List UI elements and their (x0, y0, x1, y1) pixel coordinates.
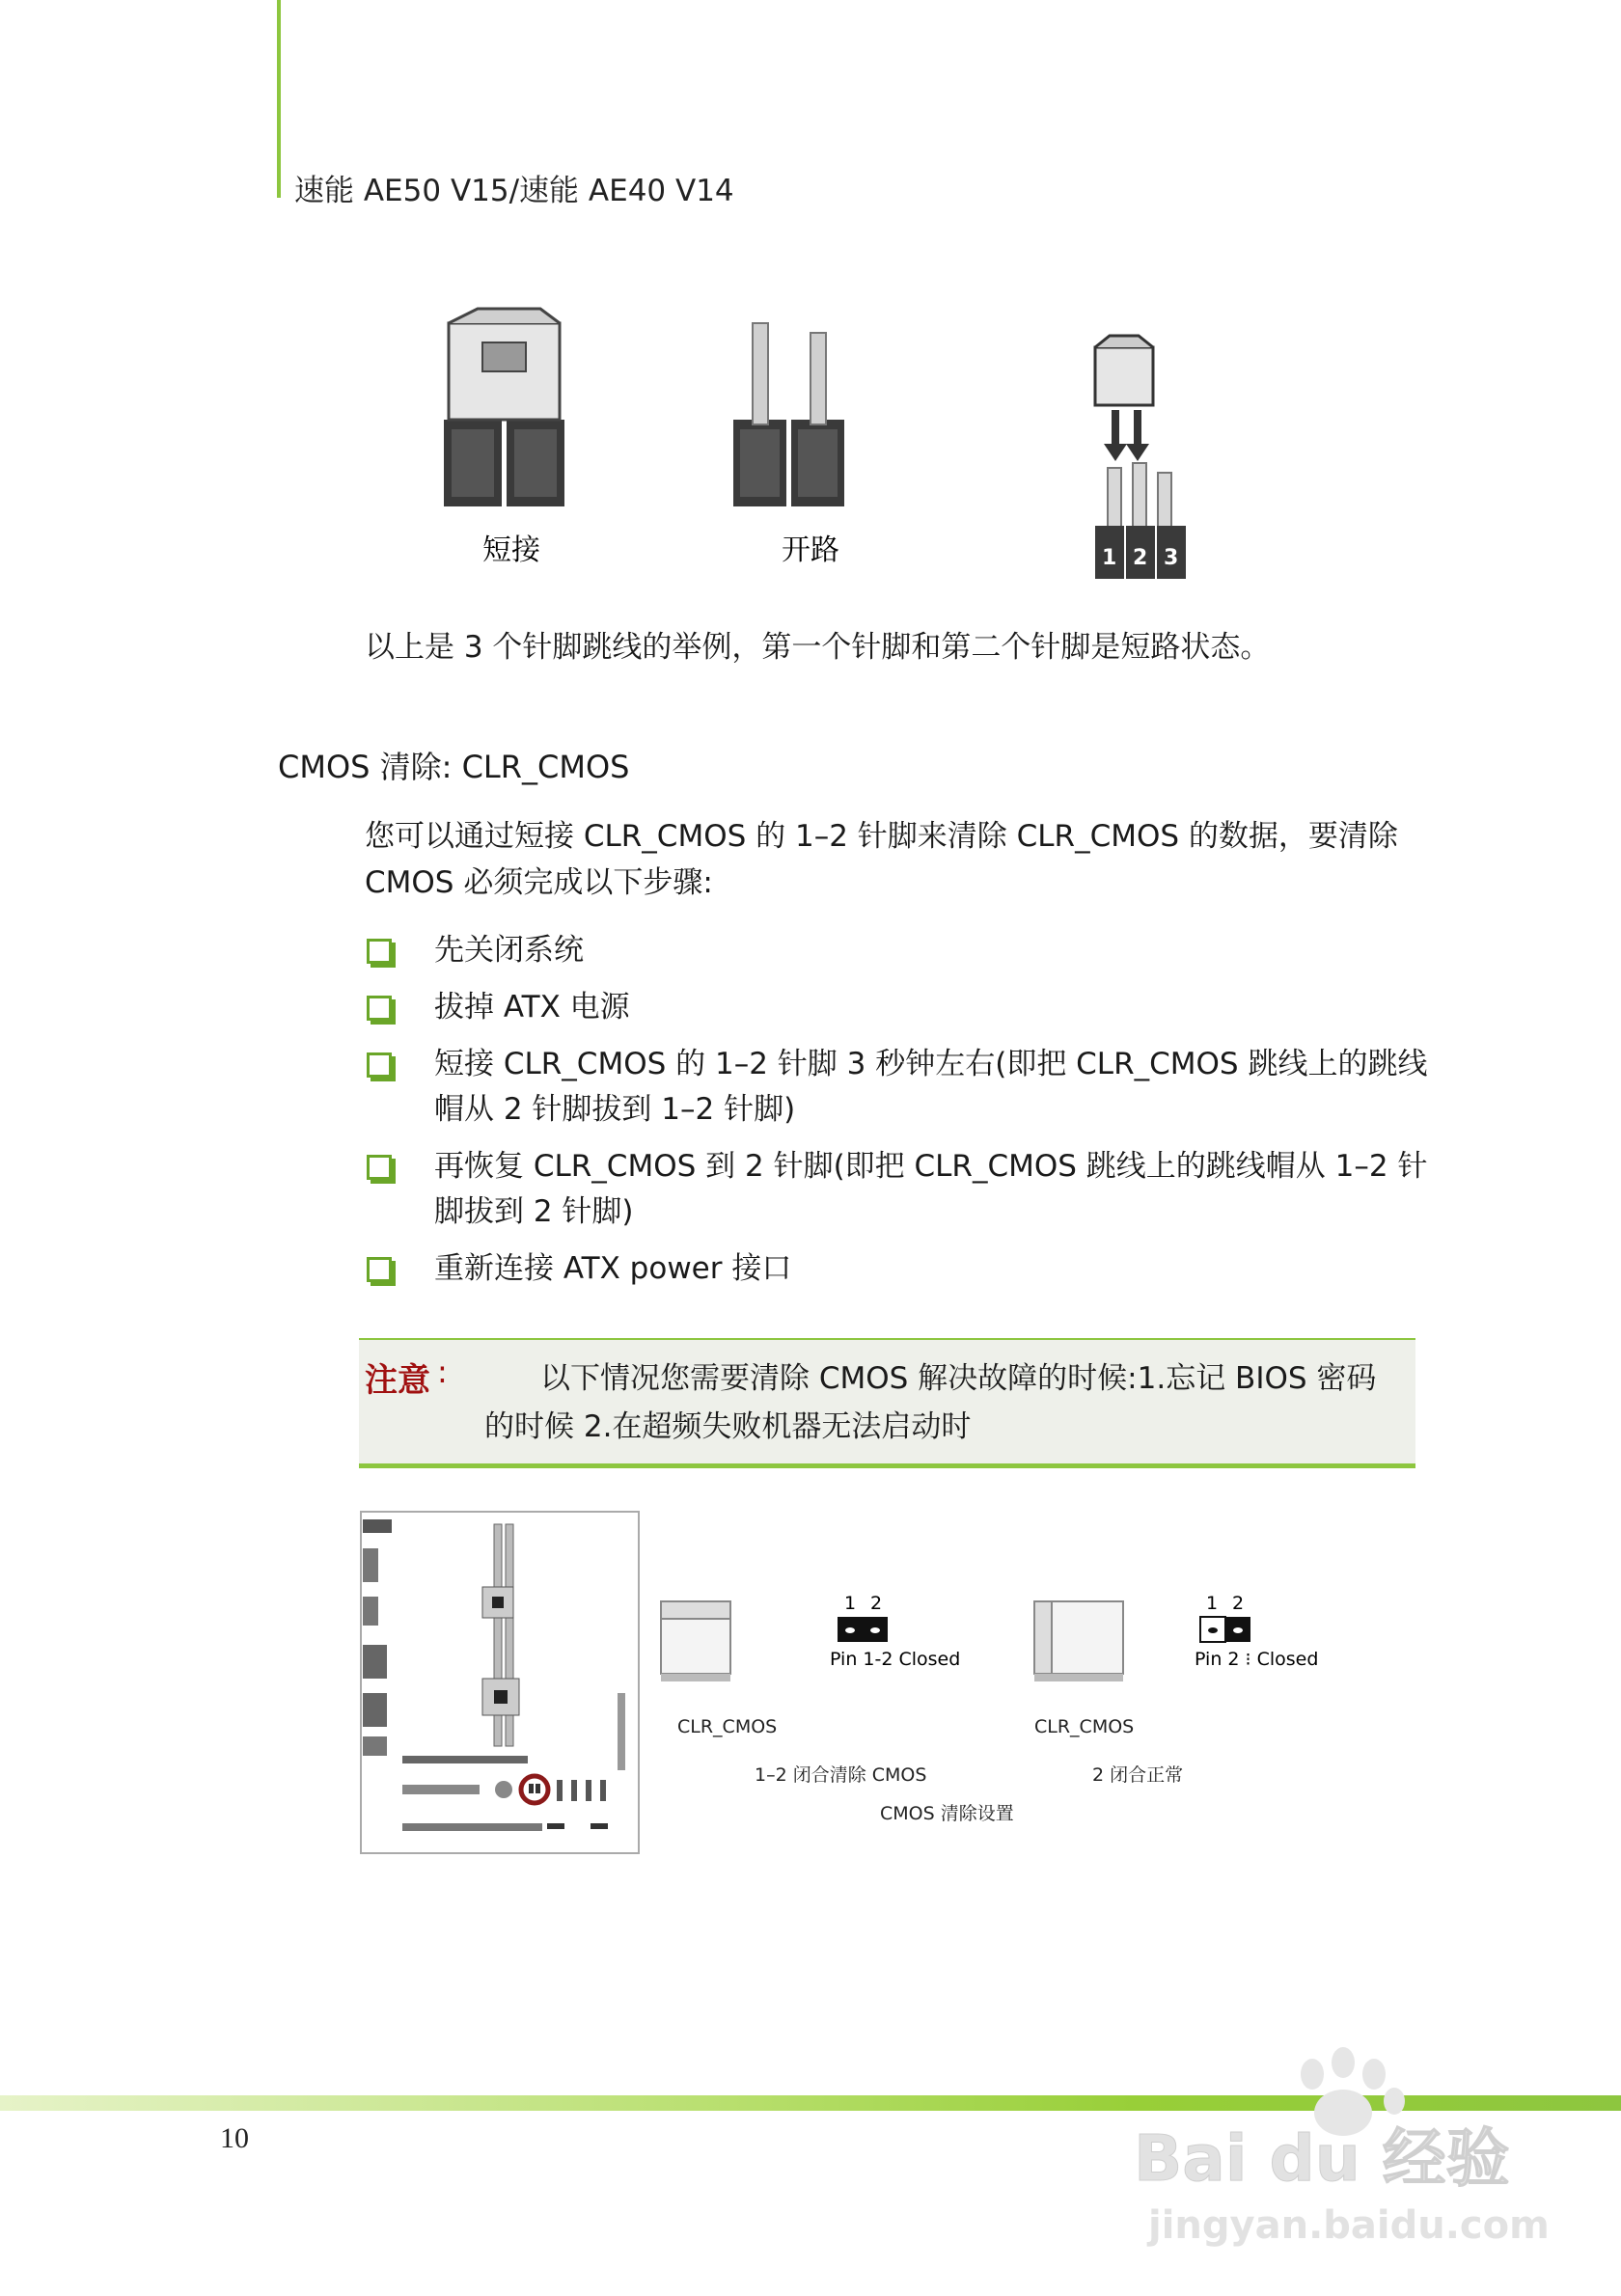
checkbox-icon (367, 939, 392, 964)
watermark-brand: Bai du 经验 (1134, 2121, 1510, 2196)
checkbox-icon (367, 1155, 392, 1180)
pin-label-1: 1 (1102, 546, 1117, 570)
note-colon: : (437, 1353, 448, 1390)
step-text: 再恢复 CLR_CMOS 到 2 针脚(即把 CLR_CMOS 跳线上的跳线帽从 1–2 针脚拔到 2 针脚) (434, 1149, 1428, 1229)
header-title: 速能 AE50 V15/速能 AE40 V14 (294, 174, 734, 208)
list-item (365, 1042, 1455, 1133)
clr-cmos-name-a: CLR_CMOS (677, 1716, 778, 1737)
baidu-watermark (1119, 2036, 1573, 2257)
label-closed-12: Pin 1-2 Closed (830, 1649, 961, 1670)
step-list (365, 928, 1455, 1303)
pin-label-3: 3 (1164, 546, 1179, 570)
jumper-3pin (1095, 336, 1186, 579)
label-closed-2: Pin 2 ⁝ Closed (1195, 1649, 1319, 1670)
clr-cmos-name-b: CLR_CMOS (1034, 1716, 1135, 1737)
label-short: 短接 (482, 533, 540, 567)
watermark-url: jingyan.baidu.com (1148, 2203, 1550, 2248)
page-number: 10 (220, 2122, 249, 2154)
note-label: 注意 (365, 1361, 430, 1400)
pin2-label-b: 2 (1232, 1593, 1245, 1614)
motherboard-diagram (359, 1510, 641, 1855)
jumper-illustration (415, 289, 1235, 598)
note-text-line2: 的时候 2.在超频失败机器无法启动时 (484, 1409, 972, 1444)
section-paragraph: 您可以通过短接 CLR_CMOS 的 1–2 针脚来清除 CLR_CMOS 的数据，要清除 CMOS 必须完成以下步骤: (365, 819, 1398, 900)
list-item (365, 1246, 1455, 1292)
header-accent-bar (277, 0, 281, 198)
checkbox-icon (367, 1052, 392, 1078)
step-text: 重新连接 ATX power 接口 (434, 1251, 792, 1286)
step-text: 短接 CLR_CMOS 的 1–2 针脚 3 秒钟左右(即把 CLR_CMOS 跳线上的跳线帽从 2 针脚拔到 1–2 针脚) (434, 1047, 1428, 1127)
cmos-jumper-figure (656, 1582, 1370, 1727)
jumper-open (733, 323, 844, 506)
list-item (365, 985, 1455, 1030)
checkbox-icon (367, 1257, 392, 1282)
step-text: 先关闭系统 (434, 933, 584, 968)
list-item (365, 1144, 1455, 1235)
jumper-caption: 以上是 3 个针脚跳线的举例，第一个针脚和第二个针脚是短路状态。 (365, 630, 1271, 665)
pin1-label: 1 (844, 1593, 857, 1614)
label-open: 开路 (782, 533, 839, 567)
desc-normal: 2 闭合正常 (1092, 1764, 1184, 1786)
step-text: 拔掉 ATX 电源 (434, 990, 630, 1025)
pin-label-2: 2 (1133, 546, 1148, 570)
clr-cmos-closed-2 (1034, 1601, 1123, 1681)
section-title: CMOS 清除: CLR_CMOS (278, 749, 630, 785)
jumper-short (444, 309, 564, 506)
pin1-label-b: 1 (1206, 1593, 1219, 1614)
desc-clear-cmos: 1–2 闭合清除 CMOS (755, 1764, 927, 1786)
clr-cmos-closed-12 (661, 1601, 730, 1681)
pin2-label: 2 (870, 1593, 883, 1614)
note-text-line1: 以下情况您需要清除 CMOS 解决故障的时候:1.忘记 BIOS 密码 (540, 1361, 1377, 1396)
cmos-figure-caption: CMOS 清除设置 (880, 1803, 1014, 1824)
checkbox-icon (367, 996, 392, 1021)
list-item (365, 928, 1455, 973)
